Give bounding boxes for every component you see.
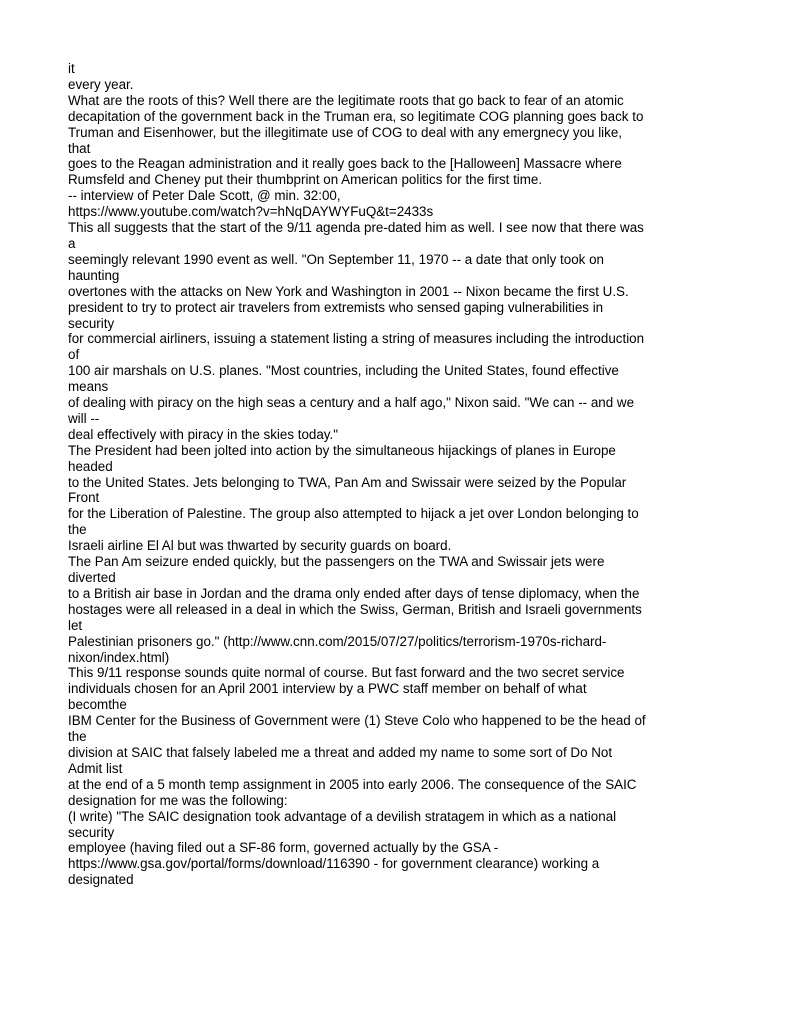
text-line: the [68,522,87,538]
text-line: let [68,617,83,633]
text-line: Front [68,490,100,506]
text-line: security [68,824,115,840]
text-line: president to try to protect air travelers from extremists who sensed gaping vulnerabilities in [68,299,604,315]
text-line: of dealing with piracy on the high seas a century and a half ago," Nixon said. "We can -- and we [68,395,635,411]
text-line: means [68,379,109,395]
text-line: Palestinian prisoners go." (http://www.cnn.com/2015/07/27/politics/terrorism-1970s-richard- [68,633,607,649]
text-line: seemingly relevant 1990 event as well. "On September 11, 1970 -- a date that only took on [68,251,604,267]
text-line: becomthe [68,697,127,713]
text-line: Admit list [68,760,123,776]
text-line: that [68,140,91,156]
text-line: the [68,729,87,745]
text-line: haunting [68,267,120,283]
text-line: at the end of a 5 month temp assignment in 2005 into early 2006. The consequence of the SAIC [68,776,637,792]
text-line: overtones with the attacks on New York and Washington in 2001 -- Nixon became the first U.S. [68,283,629,299]
text-line: Israeli airline El Al but was thwarted by security guards on board. [68,538,452,554]
text-line: decapitation of the government back in the Truman era, so legitimate COG planning goes back to [68,108,644,124]
text-line: Rumsfeld and Cheney put their thumbprint on American politics for the first time. [68,172,543,188]
text-line: to a British air base in Jordan and the drama only ended after days of tense diplomacy, when the [68,585,640,601]
text-line: a [68,235,76,251]
text-line: designation for me was the following: [68,792,288,808]
text-line: 100 air marshals on U.S. planes. "Most countries, including the United States, found effective [68,363,619,379]
text-line: This 9/11 response sounds quite normal of course. But fast forward and the two secret service [68,665,625,681]
text-line: to the United States. Jets belonging to TWA, Pan Am and Swissair were seized by the Popular [68,474,627,490]
text-line: for the Liberation of Palestine. The group also attempted to hijack a jet over London belonging to [68,506,639,522]
text-line: hostages were all released in a deal in which the Swiss, German, British and Israeli governments [68,601,642,617]
text-line: for commercial airliners, issuing a statement listing a string of measures including the introduction [68,331,645,347]
text-line: division at SAIC that falsely labeled me a threat and added my name to some sort of Do Not [68,744,613,760]
text-line: will -- [68,410,100,426]
text-line: https://www.youtube.com/watch?v=hNqDAYWYFuQ&t=2433s [68,204,434,220]
text-line: individuals chosen for an April 2001 interview by a PWC staff member on behalf of what [68,681,587,697]
text-line: designated [68,872,134,888]
text-line: This all suggests that the start of the 9/11 agenda pre-dated him as well. I see now that there was [68,220,644,236]
text-line: Truman and Eisenhower, but the illegitimate use of COG to deal with any emergnecy you like, [68,124,623,140]
text-line: The President had been jolted into action by the simultaneous hijackings of planes in Europe [68,442,616,458]
text-line: diverted [68,570,116,585]
text-line: https://www.gsa.gov/portal/forms/download/116390 - for government clearance) working a [68,856,600,872]
text-line: What are the roots of this? Well there are the legitimate roots that go back to fear of an atomic [68,92,624,108]
document-body [68,61,768,888]
text-line: security [68,315,115,331]
text-line: IBM Center for the Business of Government were (1) Steve Colo who happened to be the head of [68,713,646,729]
text-line: nixon/index.html) [68,649,170,665]
text-line: -- interview of Peter Dale Scott, @ min. 32:00, [68,188,341,204]
text-line: The Pan Am seizure ended quickly, but the passengers on the TWA and Swissair jets were [68,554,605,570]
text-line: (I write) "The SAIC designation took advantage of a devilish stratagem in which as a national [68,808,617,824]
text-line: of [68,347,80,363]
text-line: headed [68,458,113,474]
text-line: goes to the Reagan administration and it really goes back to the [Halloween] Massacre where [68,156,622,172]
text-line: every year. [68,76,134,92]
text-line: deal effectively with piracy in the skies today." [68,426,338,442]
text-line: employee (having filed out a SF-86 form, governed actually by the GSA - [68,840,499,856]
text-line: it [68,61,75,76]
